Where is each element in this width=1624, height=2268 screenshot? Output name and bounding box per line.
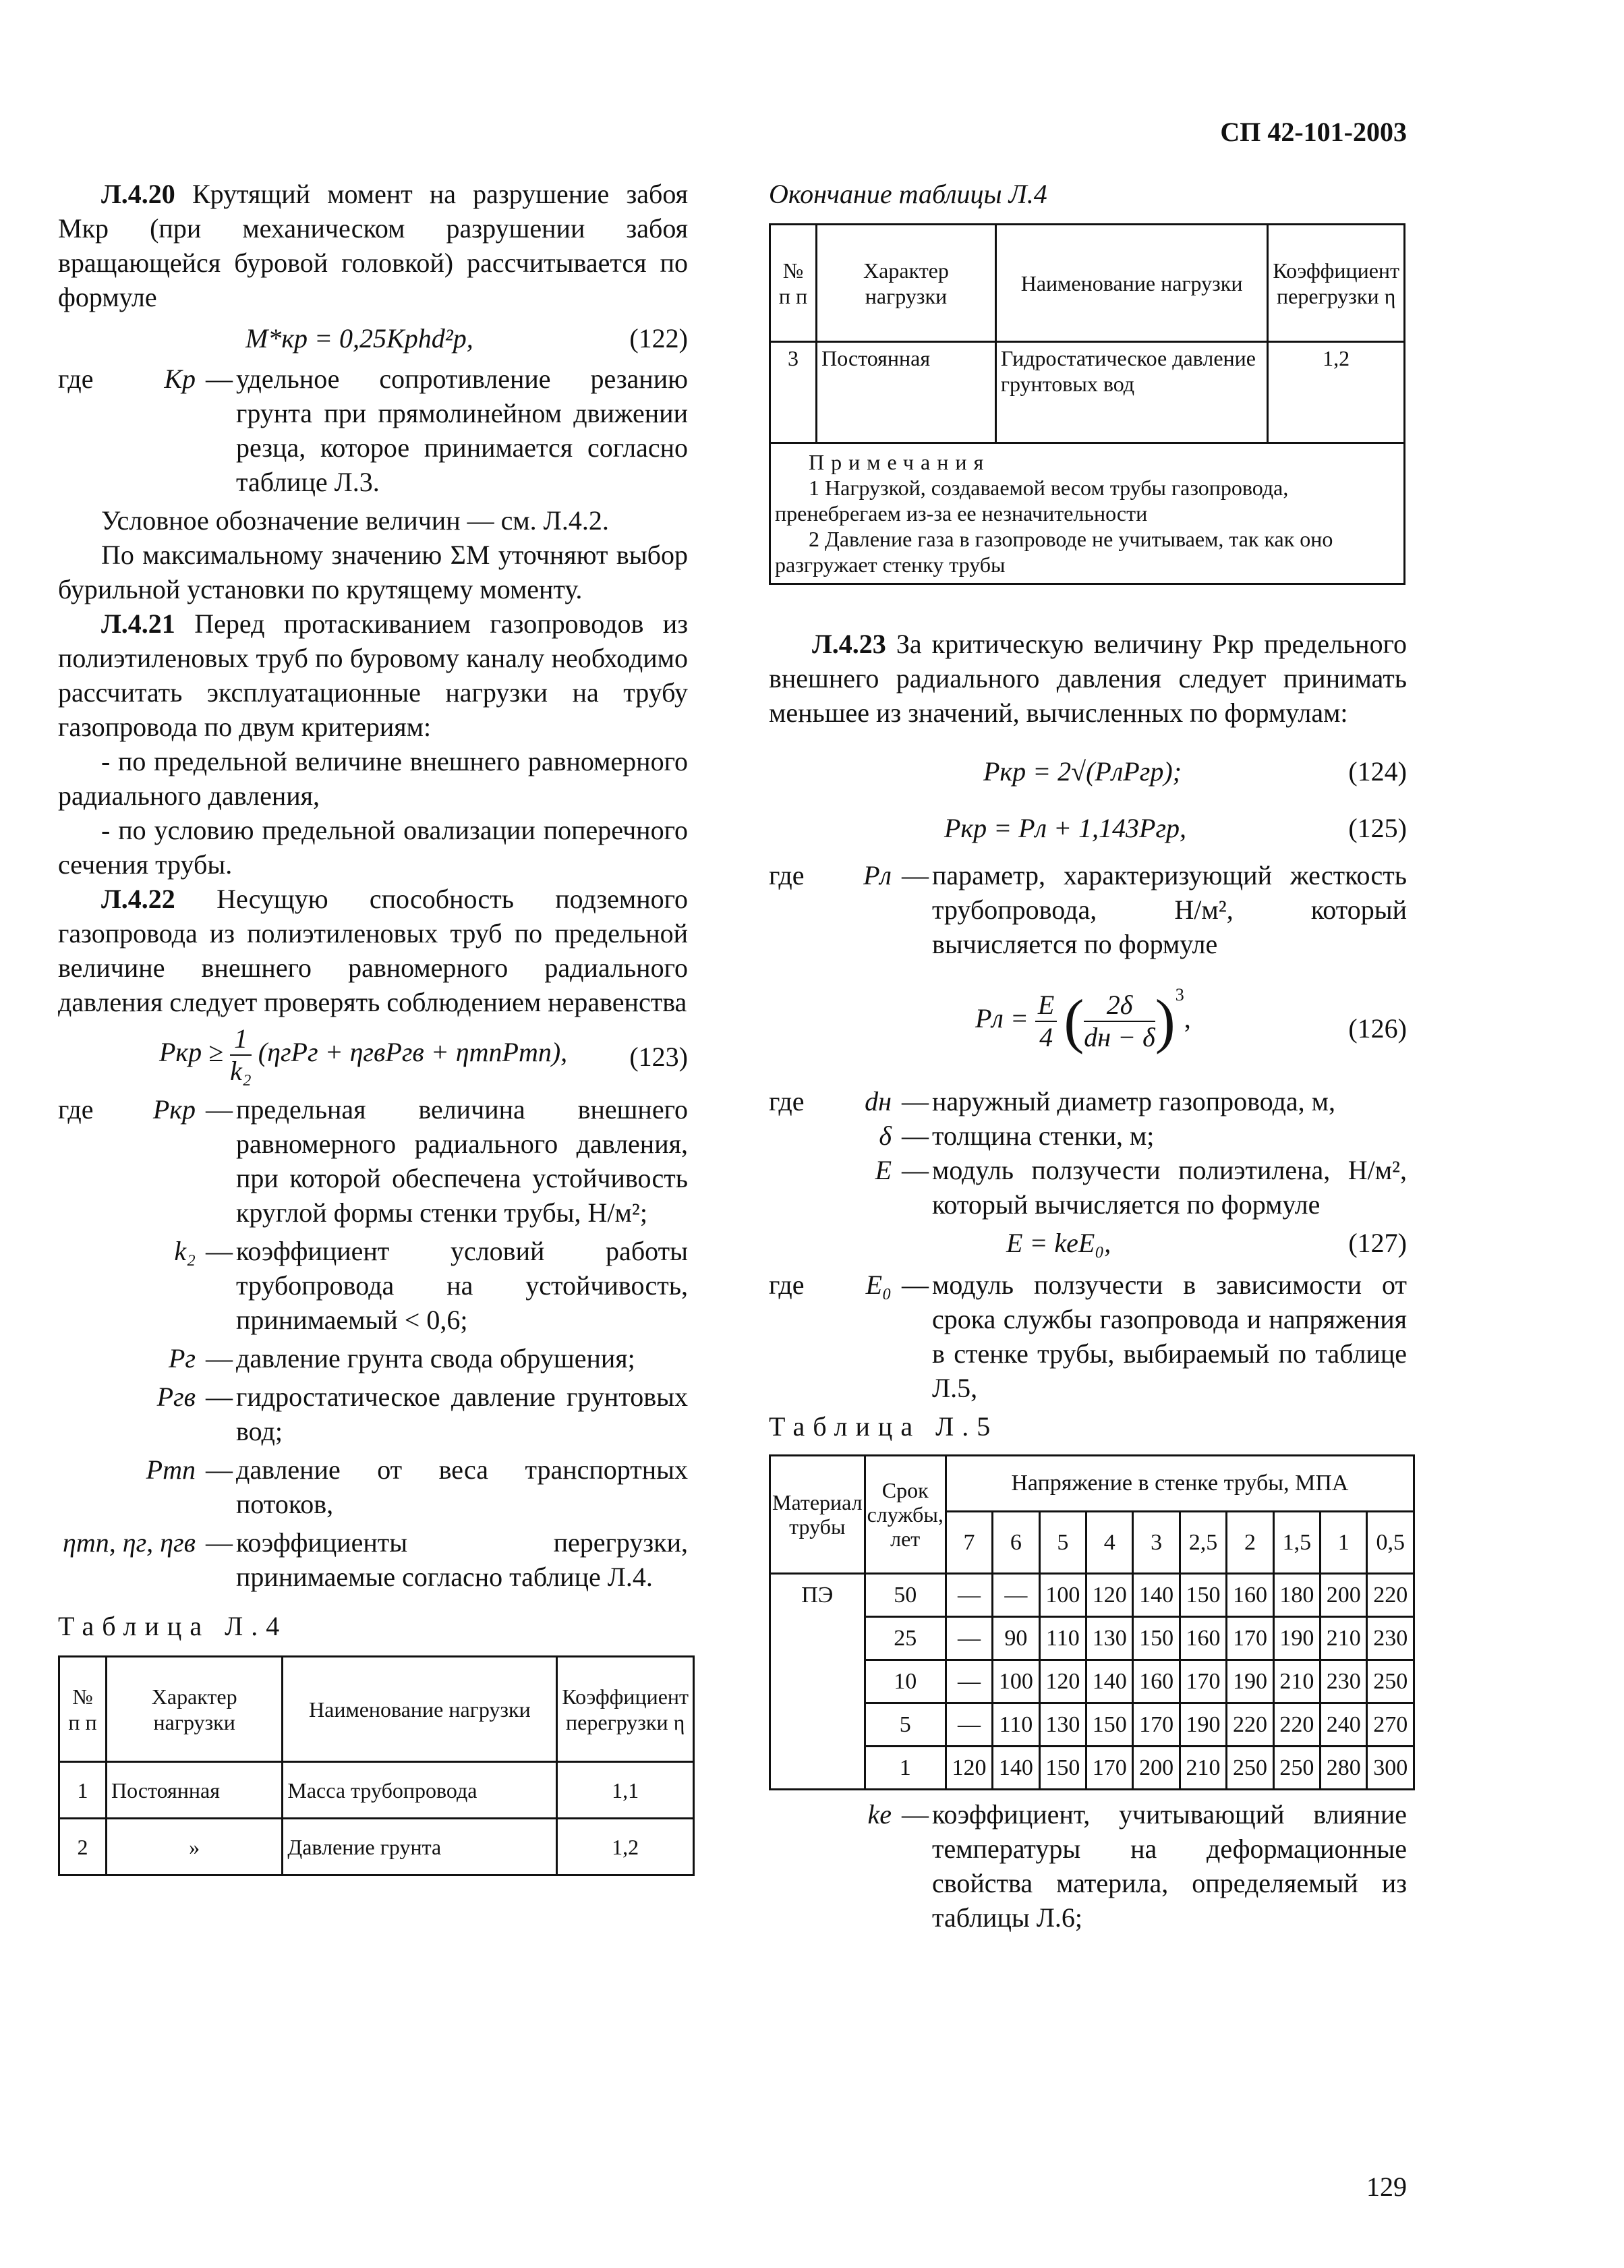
- paragraph-conditional: Условное обозначение величин — см. Л.4.2.: [101, 505, 609, 536]
- cell-modulus: 170: [1086, 1747, 1133, 1790]
- right-column: [769, 177, 1407, 1939]
- cell-modulus: —: [993, 1574, 1039, 1617]
- notes-row: [770, 443, 1405, 584]
- definition-text: модуль ползучести полиэтилена, Н/м², который вычисляется по формуле: [932, 1155, 1407, 1220]
- fraction-e-over-4: [1035, 990, 1057, 1053]
- where-label: где: [769, 860, 805, 890]
- clause-number: Л.4.20: [101, 179, 175, 209]
- definition-dash: —: [902, 1086, 929, 1116]
- formula-125: [769, 805, 1407, 854]
- where-label: где: [58, 364, 94, 394]
- header-no: № п п: [770, 225, 817, 342]
- cell-modulus: 120: [1039, 1660, 1086, 1703]
- table-row: [770, 342, 1405, 443]
- header-stress-value: 5: [1039, 1512, 1086, 1574]
- definition-dash: —: [206, 1343, 233, 1373]
- paragraph-text: Перед протаскиванием газопроводов из полиэтиленовых труб по буровому каналу необходимо рассчитать эксплуатационные нагрузки на трубу газопровода по двум критериям:: [58, 608, 688, 742]
- cell-modulus: 160: [1133, 1660, 1180, 1703]
- paragraph-l420: [58, 177, 688, 314]
- page-number: 129: [1366, 2172, 1407, 2202]
- definition-dash: —: [902, 1155, 929, 1185]
- cell-modulus: 220: [1227, 1703, 1273, 1747]
- definition-dash: —: [206, 1094, 233, 1125]
- definitions-list: [769, 1084, 1407, 1222]
- formula-left: Pл =: [975, 1003, 1028, 1034]
- definition-dash: —: [206, 1454, 233, 1485]
- definition-pl: [769, 858, 1407, 961]
- cell-modulus: 230: [1367, 1617, 1414, 1660]
- fraction-denominator: dн − δ: [1084, 1022, 1155, 1052]
- table-l5: [769, 1454, 1415, 1790]
- cell-character: Постоянная: [106, 1762, 282, 1819]
- cell-modulus: 210: [1180, 1747, 1226, 1790]
- formula-number: (126): [1348, 1013, 1407, 1044]
- definition-text: наружный диаметр газопровода, м,: [932, 1086, 1335, 1116]
- definition-symbol: Kр: [164, 364, 196, 394]
- formula-expression: Pкр = 2√(PлPгр);: [983, 756, 1182, 787]
- definition-symbol: Pл: [863, 860, 892, 890]
- fraction-numerator: E: [1035, 990, 1057, 1022]
- formula-right: (ηгPг + ηгвPгв + ηтпPтп),: [258, 1037, 568, 1068]
- definition-e0: [769, 1268, 1407, 1405]
- paren-open: (: [1064, 988, 1084, 1055]
- formula-number: (125): [1348, 813, 1407, 843]
- cell-modulus: 150: [1180, 1574, 1226, 1617]
- fraction-denominator: 4: [1039, 1022, 1053, 1052]
- cell-modulus: 150: [1133, 1617, 1180, 1660]
- table-l4-end-caption: Окончание таблицы Л.4: [769, 179, 1047, 209]
- table-row: [770, 1617, 1414, 1660]
- definition-text: давление от веса транспортных потоков,: [236, 1454, 688, 1519]
- definition-text: давление грунта свода обрушения;: [236, 1343, 635, 1373]
- fraction-denominator: k₂: [230, 1056, 252, 1086]
- cell-modulus: 210: [1321, 1617, 1367, 1660]
- formula-123: [58, 1023, 688, 1088]
- definition-symbol: ηтп, ηг, ηгв: [63, 1527, 196, 1558]
- cell-modulus: 130: [1039, 1703, 1086, 1747]
- cell-no: 3: [770, 342, 817, 443]
- definition-dash: —: [902, 1121, 929, 1151]
- cell-modulus: 140: [993, 1747, 1039, 1790]
- header-material: Материал трубы: [770, 1456, 865, 1574]
- table-l4-caption: Таблица Л.4: [58, 1611, 288, 1641]
- cell-name: Масса трубопровода: [283, 1762, 557, 1819]
- definition-dash: —: [902, 1799, 929, 1830]
- paragraph-l423: [769, 627, 1407, 730]
- cell-modulus: 150: [1086, 1703, 1133, 1747]
- table-row: [770, 1574, 1414, 1617]
- cell-modulus: 160: [1227, 1574, 1273, 1617]
- definition-item: [58, 1380, 688, 1448]
- cell-modulus: 250: [1367, 1660, 1414, 1703]
- definition-dash: —: [902, 860, 929, 890]
- formula-number: (124): [1348, 756, 1407, 787]
- cell-modulus: 250: [1273, 1747, 1320, 1790]
- formula-124: [769, 745, 1407, 801]
- header-stress-value: 3: [1133, 1512, 1180, 1574]
- cell-modulus: 120: [1086, 1574, 1133, 1617]
- definition-text: гидростатическое давление грунтовых вод;: [236, 1382, 688, 1446]
- cell-coefficient: 1,2: [557, 1819, 694, 1875]
- definition-item: [58, 1341, 688, 1376]
- header-name: Наименование нагрузки: [995, 225, 1268, 342]
- definition-text: параметр, характеризующий жесткость трубопровода, Н/м², который вычисляется по формуле: [932, 860, 1407, 959]
- cell-modulus: 220: [1273, 1703, 1320, 1747]
- definition-text: коэффициент условий работы трубопровода на устойчивость, принимаемый < 0,6;: [236, 1236, 688, 1335]
- definition-item: [769, 1118, 1407, 1153]
- header-stress-value: 2: [1227, 1512, 1273, 1574]
- table-row: [770, 1703, 1414, 1747]
- paragraph-text: За критическую величину Pкр предельного внешнего радиального давления следует принимать меньшее из значений, вычисленных по формулам:: [769, 629, 1407, 728]
- header-stress-value: 6: [993, 1512, 1039, 1574]
- table-l5-caption: Таблица Л.5: [769, 1411, 999, 1442]
- formula-expression: Pкр = Pл + 1,143Pгр,: [944, 813, 1187, 843]
- cell-modulus: 170: [1133, 1703, 1180, 1747]
- paragraph-l421: [58, 606, 688, 744]
- header-no: № п п: [59, 1657, 107, 1762]
- header-term: Срок службы, лет: [865, 1456, 946, 1574]
- where-label: где: [58, 1094, 94, 1125]
- cell-modulus: 240: [1321, 1703, 1367, 1747]
- cell-term: 50: [865, 1574, 946, 1617]
- definition-symbol: Pкр: [152, 1094, 196, 1125]
- fraction-numerator: 2δ: [1084, 990, 1155, 1022]
- cell-coefficient: 1,1: [557, 1762, 694, 1819]
- definition-text: толщина стенки, м;: [932, 1121, 1155, 1151]
- header-stress-value: 1: [1321, 1512, 1367, 1574]
- criterion-1: - по предельной величине внешнего равномерного радиального давления,: [58, 746, 688, 811]
- note-2: 2 Давление газа в газопроводе не учитываем, так как оно разгружает стенку трубы: [775, 527, 1333, 577]
- cell-modulus: 160: [1180, 1617, 1226, 1660]
- cell-modulus: 100: [993, 1660, 1039, 1703]
- cell-modulus: 210: [1273, 1660, 1320, 1703]
- definition-symbol: ke: [867, 1799, 892, 1830]
- cell-modulus: 140: [1133, 1574, 1180, 1617]
- definition-dash: —: [206, 364, 233, 394]
- table-row: [770, 1660, 1414, 1703]
- cell-modulus: 130: [1086, 1617, 1133, 1660]
- cell-modulus: 220: [1367, 1574, 1414, 1617]
- where-label: [769, 1153, 831, 1222]
- formula-127: [769, 1226, 1407, 1264]
- cell-modulus: 300: [1367, 1747, 1414, 1790]
- definition-dash: —: [902, 1270, 929, 1300]
- cell-name: Давление грунта: [283, 1819, 557, 1875]
- cell-coefficient: 1,2: [1268, 342, 1405, 443]
- cell-character: Постоянная: [817, 342, 996, 443]
- cell-modulus: 280: [1321, 1747, 1367, 1790]
- paragraph-text: Крутящий момент на разрушение забоя Mкр (при механическом разрушении забоя вращающейся буровой головкой) рассчитывается по формуле: [58, 179, 688, 312]
- definition-text: предельная величина внешнего равномерного радиального давления, при которой обеспечена устойчивость круглой формы стенки трубы, Н/м²;: [236, 1094, 688, 1228]
- cell-modulus: —: [946, 1660, 992, 1703]
- cell-term: 25: [865, 1617, 946, 1660]
- notes-heading: Примечания: [809, 450, 991, 474]
- cell-modulus: 190: [1180, 1703, 1226, 1747]
- formula-expression: M*кр = 0,25Kрhd²р,: [245, 323, 473, 353]
- formula-number: (122): [629, 323, 688, 353]
- cell-material: ПЭ: [770, 1574, 865, 1790]
- formula-number: (123): [629, 1042, 688, 1072]
- header-name: Наименование нагрузки: [283, 1657, 557, 1762]
- cell-modulus: 110: [993, 1703, 1039, 1747]
- table-l4: [58, 1655, 695, 1876]
- definition-symbol: Pг: [168, 1343, 196, 1373]
- cell-modulus: —: [946, 1617, 992, 1660]
- paragraph-text: Несущую способность подземного газопровода из полиэтиленовых труб по предельной величине внешнего равномерного радиального давления следует проверять соблюдением неравенства: [58, 884, 689, 1017]
- definition-kp: [58, 362, 688, 499]
- formula-power: 3: [1175, 985, 1184, 1005]
- clause-number: Л.4.21: [101, 608, 175, 639]
- cell-modulus: 100: [1039, 1574, 1086, 1617]
- cell-modulus: —: [946, 1703, 992, 1747]
- cell-character: »: [106, 1819, 282, 1875]
- clause-number: Л.4.22: [101, 884, 175, 914]
- definition-ke: [769, 1797, 1407, 1935]
- definition-item: [769, 1084, 1407, 1118]
- definition-symbol: E₀: [865, 1270, 892, 1300]
- definition-dash: —: [206, 1527, 233, 1558]
- header-coefficient: Коэффициент перегрузки η: [1268, 225, 1405, 342]
- cell-modulus: 140: [1086, 1660, 1133, 1703]
- cell-modulus: 150: [1039, 1747, 1086, 1790]
- where-label: где: [769, 1086, 805, 1116]
- criterion-2: - по условию предельной овализации поперечного сечения трубы.: [58, 815, 688, 880]
- fraction-delta: [1084, 990, 1155, 1053]
- paragraph-l422: [58, 882, 688, 1019]
- cell-modulus: 120: [946, 1747, 992, 1790]
- left-column: [58, 177, 688, 1876]
- cell-modulus: 110: [1039, 1617, 1086, 1660]
- cell-modulus: 200: [1321, 1574, 1367, 1617]
- definition-symbol: δ: [879, 1121, 892, 1151]
- paren-close: ): [1155, 988, 1176, 1055]
- formula-number: (127): [1348, 1228, 1407, 1258]
- definition-text: коэффициенты перегрузки, принимаемые согласно таблице Л.4.: [236, 1527, 688, 1592]
- table-row: [59, 1819, 694, 1875]
- cell-modulus: 90: [993, 1617, 1039, 1660]
- table-row: [770, 1747, 1414, 1790]
- table-row: [59, 1762, 694, 1819]
- definition-text: удельное сопротивление резанию грунта при прямолинейном движении резца, которое принимается согласно таблице Л.3.: [236, 364, 688, 497]
- definition-symbol: Pтп: [146, 1454, 196, 1485]
- definition-text: модуль ползучести в зависимости от срока службы газопровода и напряжения в стенке трубы, выбираемый по таблице Л.5,: [932, 1270, 1407, 1403]
- cell-term: 10: [865, 1660, 946, 1703]
- cell-name: Гидростатическое давление грунтовых вод: [995, 342, 1268, 443]
- definition-symbol: E: [875, 1155, 892, 1185]
- header-stress-value: 1,5: [1273, 1512, 1320, 1574]
- header-stress-value: 0,5: [1367, 1512, 1414, 1574]
- clause-number: Л.4.23: [812, 629, 886, 659]
- header-character: Характер нагрузки: [106, 1657, 282, 1762]
- definition-text: коэффициент, учитывающий влияние температуры на деформационные свойства материла, определяемый из таблицы Л.6;: [932, 1799, 1407, 1933]
- header-stress: Напряжение в стенке трубы, МПА: [946, 1456, 1414, 1512]
- definition-dash: —: [206, 1382, 233, 1412]
- cell-modulus: —: [946, 1574, 992, 1617]
- notes-cell: [770, 443, 1405, 584]
- definition-item: [58, 1525, 688, 1594]
- cell-modulus: 180: [1273, 1574, 1320, 1617]
- fraction-numerator: 1: [230, 1023, 252, 1056]
- note-1: 1 Нагрузкой, создаваемой весом трубы газопровода, пренебрегаем из-за ее незначительности: [775, 476, 1289, 526]
- cell-term: 5: [865, 1703, 946, 1747]
- definition-item: [58, 1452, 688, 1521]
- definition-item: [58, 1234, 688, 1337]
- document-code: СП 42-101-2003: [1220, 117, 1407, 147]
- cell-term: 1: [865, 1747, 946, 1790]
- definitions-list: [58, 1092, 688, 1594]
- header-stress-value: 2,5: [1180, 1512, 1226, 1574]
- formula-126: Pл = $\frac{E}{4}$ ( $\frac{2\delta}{dн - \delta}$ )$^3$, (126): [975, 985, 1407, 1055]
- header-character: Характер нагрузки: [817, 225, 996, 342]
- where-label: где: [769, 1270, 805, 1300]
- definition-item: [58, 1092, 688, 1230]
- formula-left: Pкр ≥: [159, 1037, 224, 1068]
- header-coefficient: Коэффициент перегрузки η: [557, 1657, 694, 1762]
- definition-symbol: k₂: [174, 1236, 196, 1266]
- cell-modulus: 190: [1227, 1660, 1273, 1703]
- header-stress-value: 4: [1086, 1512, 1133, 1574]
- cell-modulus: 270: [1367, 1703, 1414, 1747]
- fraction: [230, 1023, 252, 1087]
- where-label: [769, 1118, 831, 1153]
- cell-no: 1: [59, 1762, 107, 1819]
- formula-122: [58, 318, 688, 358]
- cell-no: 2: [59, 1819, 107, 1875]
- definition-symbol: dн: [865, 1086, 892, 1116]
- definition-symbol: Pгв: [156, 1382, 196, 1412]
- paragraph-sum-m: По максимальному значению ΣM уточняют выбор бурильной установки по крутящему моменту.: [58, 540, 688, 604]
- formula-expression: E = keE₀,: [1006, 1228, 1111, 1258]
- definition-dash: —: [206, 1236, 233, 1266]
- cell-modulus: 170: [1227, 1617, 1273, 1660]
- cell-modulus: 230: [1321, 1660, 1367, 1703]
- header-stress-value: 7: [946, 1512, 992, 1574]
- cell-modulus: 250: [1227, 1747, 1273, 1790]
- cell-modulus: 170: [1180, 1660, 1226, 1703]
- table-l4-end: [769, 223, 1405, 585]
- cell-modulus: 200: [1133, 1747, 1180, 1790]
- cell-modulus: 190: [1273, 1617, 1320, 1660]
- definition-item: [769, 1153, 1407, 1222]
